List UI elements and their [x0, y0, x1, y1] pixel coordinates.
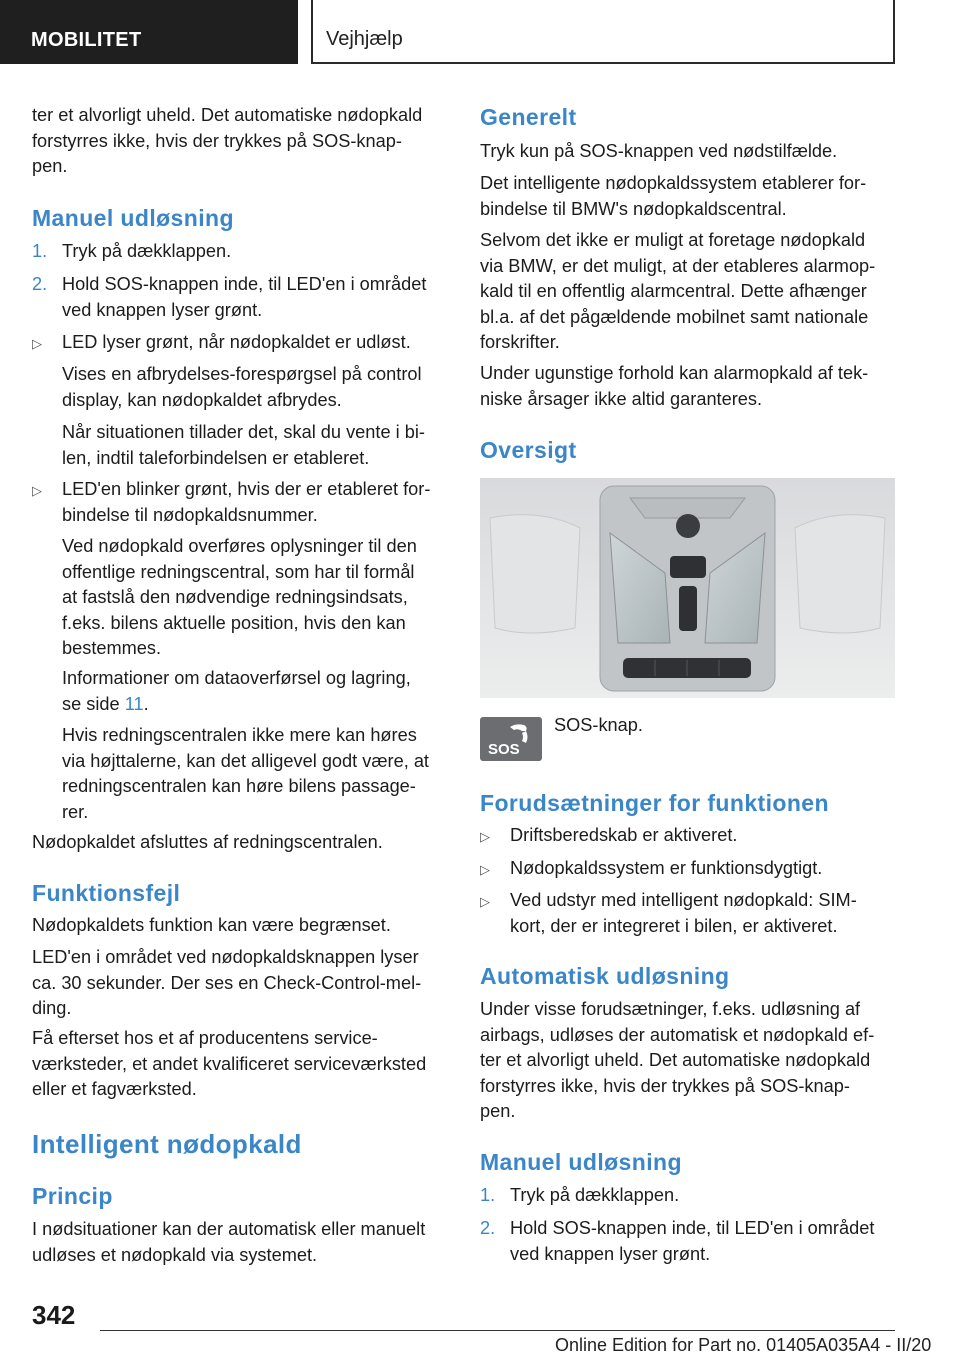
bullet-detail: Når situationen tillader det, skal du vente i bi- len, indtil taleforbindelsen er etableret.: [62, 422, 425, 468]
sos-button-icon: [480, 717, 542, 761]
section-title: MOBILITET: [31, 29, 142, 51]
step-text: Tryk på dækklappen.: [510, 1185, 680, 1205]
requirement-text: Driftsberedskab er aktiveret.: [510, 825, 738, 845]
closing-sentence: Nødopkaldet afsluttes af redningscentralen.: [32, 832, 383, 852]
step-2: [480, 1216, 898, 1267]
requirement-item: [480, 856, 898, 882]
principle-paragraph: I nødsituationer kan der automatisk eller manuelt udløses et nødopkald via systemet.: [32, 1219, 426, 1265]
triangle-bullet-icon: ▷: [480, 829, 490, 844]
requirements-heading: Forudsætninger for funktionen: [480, 790, 829, 816]
bullet-led-green: [32, 330, 450, 356]
step-text: Hold SOS-knappen inde, til LED'en i området ved knappen lyser grønt.: [62, 274, 427, 320]
bullet-detail: Vises en afbrydelses-forespørgsel på control display, kan nødopkaldet afbrydes.: [62, 364, 422, 410]
triangle-bullet-icon: ▷: [32, 483, 42, 498]
sos-caption: SOS-knap.: [554, 715, 643, 735]
step-text: Tryk på dækklappen.: [62, 241, 232, 261]
page-link[interactable]: 11: [124, 693, 144, 714]
section-tab: [0, 0, 298, 64]
data-info-line: Informationer om dataoverførsel og lagring,: [62, 668, 411, 688]
requirement-item: [480, 888, 898, 939]
chapter-title: Vejhjælp: [326, 28, 403, 50]
step-1: [32, 239, 450, 265]
general-paragraph: Tryk kun på SOS-knappen ved nødstilfælde.: [480, 141, 838, 161]
principle-heading: Princip: [32, 1183, 113, 1209]
requirement-text: Nødopkaldssystem er funktionsdygtigt.: [510, 858, 823, 878]
main-heading: Intelligent nødopkald: [32, 1129, 302, 1159]
bullet-text: LED'en blinker grønt, hvis der er etableret for- bindelse til nødopkaldsnummer.: [62, 479, 431, 525]
fault-paragraph: LED'en i området ved nødopkaldsknappen lyser ca. 30 sekunder. Der ses en Check-Control-mel- ding.: [32, 947, 422, 1018]
bullet-detail: Ved nødopkald overføres oplysninger til den offentlige redningscentral, som har til formål at fastslå den nødvendige redningsindsats, f.eks. bilens aktuelle position, hvis den kan bestemmes.: [62, 536, 417, 658]
bullet-detail: [62, 666, 450, 717]
chapter-tab: [311, 0, 895, 64]
step-number: 2.: [32, 274, 48, 294]
see-page-prefix: se side: [62, 693, 125, 714]
footer-rule: [100, 1330, 895, 1331]
manual-release-heading: Manuel udløsning: [32, 205, 234, 231]
triangle-bullet-icon: ▷: [32, 336, 42, 351]
overhead-console-image: [480, 478, 895, 698]
step-text: Hold SOS-knappen inde, til LED'en i området ved knappen lyser grønt.: [510, 1218, 875, 1264]
step-number: 1.: [32, 241, 48, 261]
bullet-led-blink: [32, 477, 450, 528]
overview-heading: Oversigt: [480, 437, 577, 463]
step-number: 2.: [480, 1218, 496, 1238]
general-paragraph: Det intelligente nødopkaldssystem etablerer for- bindelse til BMW's nødopkaldscentral.: [480, 173, 867, 219]
see-page-suffix: .: [143, 693, 149, 714]
bullet-text: LED lyser grønt, når nødopkaldet er udløst.: [62, 332, 411, 352]
step-2: [32, 272, 450, 323]
fault-heading: Funktionsfejl: [32, 880, 181, 906]
general-paragraph: Under ugunstige forhold kan alarmopkald af tek- niske årsager ikke altid garanteres.: [480, 363, 869, 409]
overhead-console-illustration: [480, 478, 895, 698]
fault-paragraph: Få efterset hos et af producentens service- værksteder, et andet kvalificeret serviceværksted eller et fagværksted.: [32, 1028, 427, 1099]
fault-paragraph: Nødopkaldets funktion kan være begrænset.: [32, 915, 391, 935]
general-paragraph: Selvom det ikke er muligt at foretage nødopkald via BMW, er det muligt, at der etableres alarmop- kald til en offentlig alarmcentral. Dette afhænger bl.a. af det pågældende mobilnet samt nationale forskrifter.: [480, 230, 876, 352]
auto-release-heading: Automatisk udløsning: [480, 963, 730, 989]
general-heading: Generelt: [480, 104, 577, 130]
step-number: 1.: [480, 1185, 496, 1205]
step-1: [480, 1183, 898, 1209]
auto-release-paragraph: Under visse forudsætninger, f.eks. udløsning af airbags, udløses der automatisk et nødopkald ef- ter et alvorligt uheld. Det automatiske nødopkald forstyrres ikke, hvis der trykkes på SOS-knap- pen.: [480, 999, 875, 1121]
bullet-detail: Hvis redningscentralen ikke mere kan høres via højttalerne, kan det alligevel godt være, at redningscentralen kan høre bilens passage- rer.: [62, 725, 429, 822]
edition-footer: Online Edition for Part no. 01405A035A4 - II/20: [555, 1335, 932, 1355]
triangle-bullet-icon: ▷: [480, 862, 490, 877]
manual-release-heading: Manuel udløsning: [480, 1149, 682, 1175]
requirement-text: Ved udstyr med intelligent nødopkald: SIM- kort, der er integreret i bilen, er aktiveret.: [510, 890, 857, 936]
sos-icon-text: SOS: [488, 741, 520, 758]
intro-paragraph: ter et alvorligt uheld. Det automatiske nødopkald forstyrres ikke, hvis der trykkes på SOS-knap- pen.: [32, 105, 423, 176]
triangle-bullet-icon: ▷: [480, 894, 490, 909]
page-number: 342: [32, 1300, 76, 1330]
phone-handset-icon: [480, 717, 542, 761]
requirement-item: [480, 823, 898, 849]
